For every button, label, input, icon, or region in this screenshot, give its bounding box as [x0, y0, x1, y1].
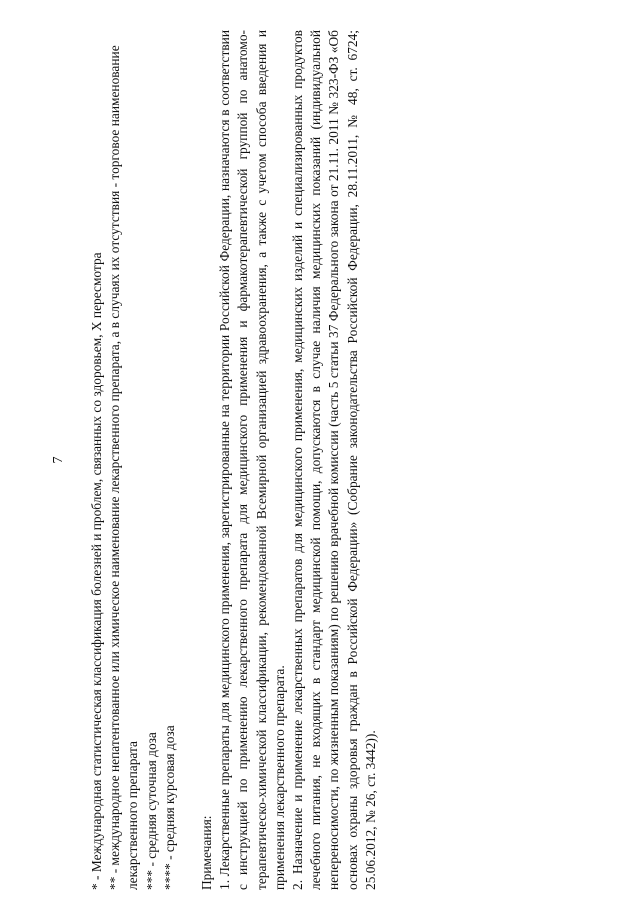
note-item-1: 1. Лекарственные препараты для медицинского применения, зарегистрированные на территории Российской Федерации, назначаются в соответствии с инструкцией по применению лекарственного препарата для медицинского применения и фармакотерапевтической группой по анатомо-терапевтическо-химической классификации, рекомендованной Всемирной организацией здравоохранения, а также с учетом способа введения и применения лекарственного препарата.: [217, 30, 287, 890]
page-number: 7: [51, 456, 66, 464]
notes-title: Примечания:: [199, 815, 214, 890]
footnote-daily-dose: [143, 30, 161, 890]
footnotes-block: [88, 30, 179, 890]
footnote-course-dose: [161, 30, 179, 890]
note-item-2: 2. Назначение и применение лекарственных препаратов для медицинского применения, медицинских изделий и специализированных продуктов лечебного питания, не входящих в стандарт медицинской помощи, допускаются в случае наличия медицинских показаний (индивидуальной непереносимости, по жизненным показаниям) по решению врачебной комиссии (часть 5 статьи 37 Федерального закона от 21.11. 2011 № 323-ФЗ «Об основах охраны здоровья граждан в Российской Федерации» (Собрание законодательства Российской Федерации, 28.11.2011, № 48, ст. 6724; 25.06.2012, № 26, ст. 3442)).: [290, 30, 378, 890]
footnote-icd: [88, 30, 106, 890]
footnote-text: - средняя курсовая доза: [161, 725, 177, 864]
rotated-sheet: [50, 30, 390, 890]
footnote-mark: **: [107, 876, 123, 890]
footnote-text: - международное непатентованное или химическое наименование лекарственного препарата, а в случаях их отсутствия - торговое наименование лекарственного препарата: [107, 45, 141, 890]
footnote-text: - средняя суточная доза: [143, 732, 159, 870]
footnote-mark: *: [89, 883, 104, 890]
footnote-text: - Международная статистическая классификация болезней и проблем, связанных со здоровьем, X пересмотра: [89, 252, 104, 884]
footnote-inn: [106, 30, 142, 890]
notes-block: [198, 30, 380, 890]
footnote-mark: ***: [143, 869, 159, 890]
footnote-mark: ****: [161, 863, 177, 890]
